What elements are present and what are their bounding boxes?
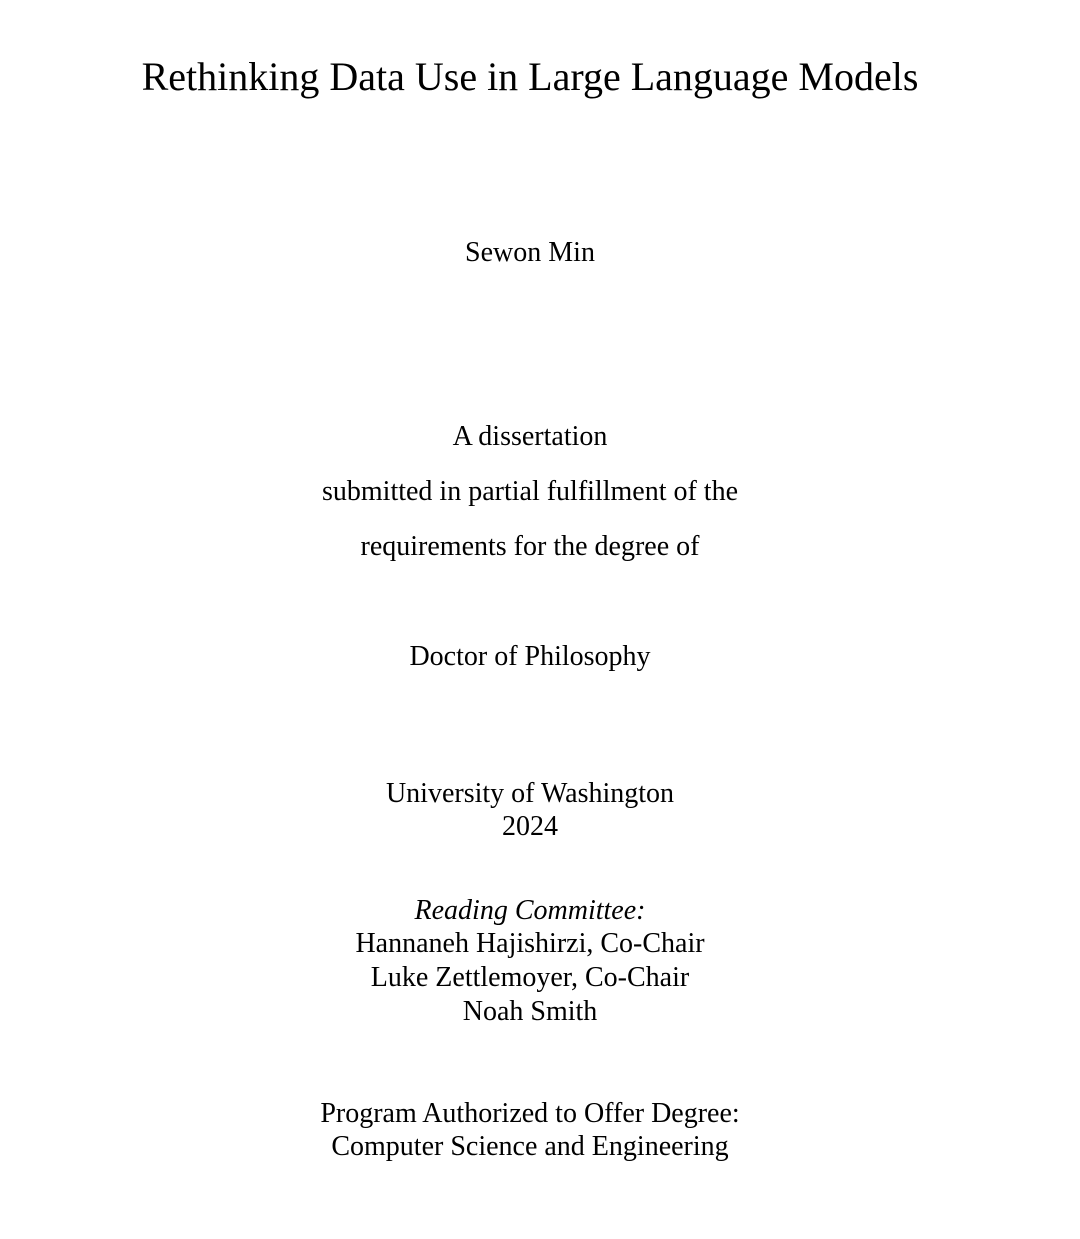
committee-member: Hannaneh Hajishirzi, Co-Chair (355, 928, 705, 959)
author-name: Sewon Min (465, 237, 595, 268)
committee-member: Noah Smith (462, 996, 598, 1027)
dissertation-title: Rethinking Data Use in Large Language Models (141, 54, 919, 99)
committee-heading: Reading Committee: (414, 895, 646, 926)
statement-line-2: submitted in partial fulfillment of the (321, 476, 739, 507)
degree-name: Doctor of Philosophy (409, 641, 651, 672)
committee-member: Luke Zettlemoyer, Co-Chair (370, 962, 690, 993)
statement-line-1: A dissertation (452, 421, 608, 452)
program-name: Computer Science and Engineering (331, 1131, 729, 1162)
degree-year: 2024 (502, 811, 558, 842)
program-heading: Program Authorized to Offer Degree: (320, 1098, 740, 1129)
institution-name: University of Washington (385, 778, 675, 809)
statement-line-3: requirements for the degree of (360, 531, 700, 562)
